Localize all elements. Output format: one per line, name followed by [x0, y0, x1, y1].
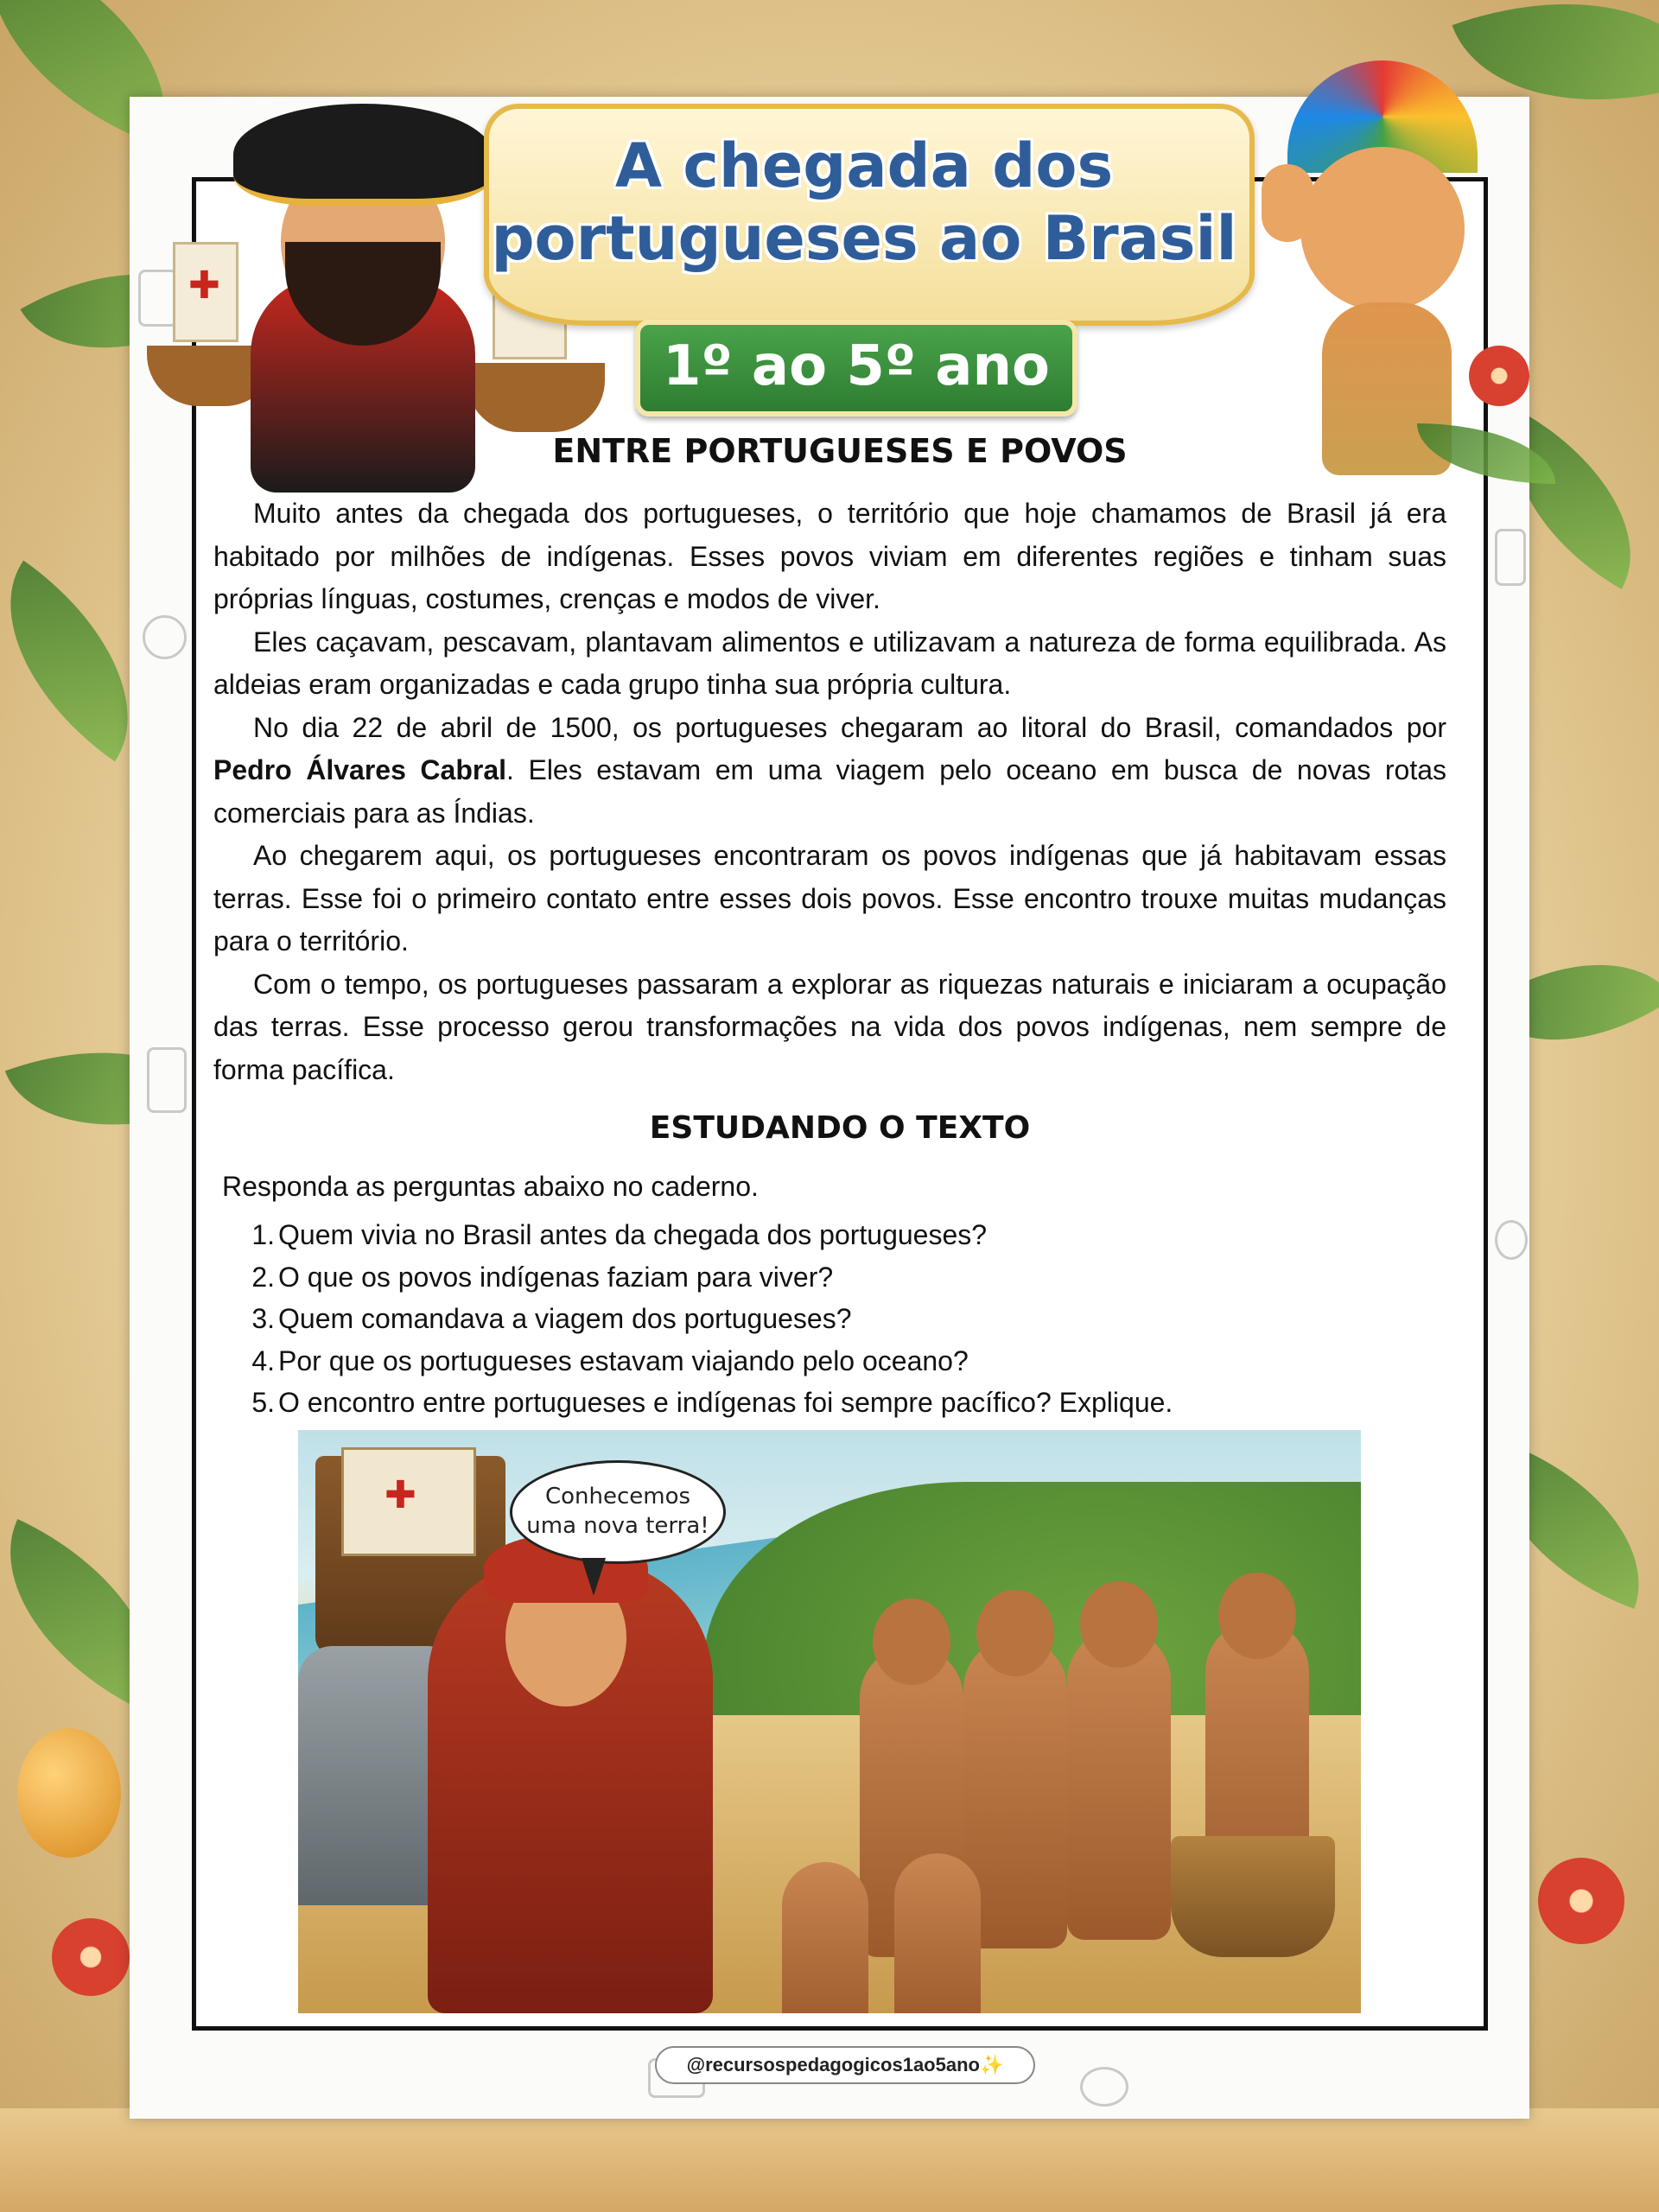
- question-number: 4.: [251, 1344, 275, 1376]
- paragraph: Eles caçavam, pescavam, plantavam alimentos e utilizavam a natureza de forma equilibrada. As aldeias eram organizadas e cada grupo tinha sua própria cultura.: [213, 626, 1446, 700]
- grade-badge: 1º ao 5º ano: [635, 320, 1077, 416]
- doodle-decoration: [1495, 1220, 1528, 1260]
- paragraph: Muito antes da chegada dos portugueses, o território que hoje chamamos de Brasil já era habitado por milhões de indígenas. Esses povos viviam em diferentes regiões e tinham suas próprias línguas, costumes, crenças e modos de viver.: [213, 498, 1446, 614]
- reading-text: [213, 493, 1446, 1091]
- indigenous-head: [1080, 1581, 1158, 1668]
- speech-text: Conhecemos: [544, 1484, 691, 1510]
- speech-bubble: [510, 1460, 726, 1564]
- social-handle: [655, 2046, 1035, 2084]
- question-number: 5.: [251, 1387, 275, 1418]
- encounter-illustration: [298, 1430, 1361, 2013]
- paragraph-text: . Eles estavam em uma viagem pelo oceano em busca de novas rotas comerciais para as Índias.: [213, 754, 1447, 829]
- question-text: O que os povos indígenas faziam para viver?: [278, 1261, 834, 1293]
- handle-text: @recursospedagogicos1ao5ano: [686, 2054, 980, 2075]
- page-title: A chegada dos portugueses ao Brasil: [491, 130, 1237, 274]
- sparkle-icon: ✨: [979, 2054, 1004, 2075]
- indigenous-child: [894, 1853, 981, 2013]
- question-item: [235, 1340, 1173, 1382]
- fruit-basket: [1171, 1836, 1335, 1957]
- speech-text: uma nova terra!: [526, 1513, 709, 1539]
- question-item: [235, 1256, 1173, 1299]
- hibiscus-flower-decoration: [1469, 346, 1529, 406]
- question-text: Quem vivia no Brasil antes da chegada dos portugueses?: [278, 1219, 988, 1250]
- question-text: Quem comandava a viagem dos portugueses?: [278, 1303, 852, 1334]
- doodle-decoration: [1495, 529, 1526, 586]
- indigenous-head: [976, 1590, 1054, 1676]
- cross-icon: ✚: [385, 1473, 416, 1517]
- question-item: [235, 1298, 1173, 1340]
- study-heading: ESTUDANDO O TEXTO: [649, 1110, 1031, 1146]
- pineapple-decoration: [17, 1728, 121, 1858]
- indigenous-person: [1067, 1629, 1171, 1940]
- doodle-decoration: [143, 615, 187, 659]
- sand-decoration: [0, 2108, 1659, 2212]
- paragraph: Com o tempo, os portugueses passaram a explorar as riquezas naturais e iniciaram a ocupação das terras. Esse processo gerou transformações na vida dos povos indígenas, nem sempre de forma pacífica.: [213, 968, 1446, 1085]
- doodle-decoration: [1080, 2067, 1128, 2107]
- question-item: [235, 1382, 1173, 1424]
- section-heading: ENTRE PORTUGUESES E POVOS: [552, 432, 1128, 470]
- paragraph: Ao chegarem aqui, os portugueses encontraram os povos indígenas que já habitavam essas terras. Esse foi o primeiro contato entre esses dois povos. Esse encontro trouxe muitas mudanças para o território.: [213, 840, 1446, 957]
- waving-hand: [1262, 164, 1313, 242]
- question-number: 1.: [251, 1219, 275, 1250]
- question-number: 2.: [251, 1261, 275, 1293]
- child-head: [1300, 147, 1465, 311]
- question-number: 3.: [251, 1303, 275, 1334]
- question-list: [235, 1214, 1173, 1424]
- commander-name: Pedro Álvares Cabral: [213, 754, 507, 785]
- question-text: O encontro entre portugueses e indígenas foi sempre pacífico? Explique.: [278, 1387, 1173, 1418]
- indigenous-head: [873, 1599, 950, 1685]
- navigator-hat: [233, 104, 493, 206]
- question-item: [235, 1214, 1173, 1256]
- question-text: Por que os portugueses estavam viajando pelo oceano?: [278, 1344, 969, 1376]
- paragraph-text: No dia 22 de abril de 1500, os portugueses chegaram ao litoral do Brasil, comandados por: [253, 711, 1446, 743]
- indigenous-child: [782, 1862, 868, 2013]
- study-prompt: Responda as perguntas abaixo no caderno.: [222, 1171, 759, 1202]
- flower-decoration: [52, 1918, 130, 1996]
- indigenous-head: [1218, 1573, 1296, 1659]
- ship-illustration: [467, 363, 605, 432]
- paragraph: [213, 707, 1446, 836]
- doodle-decoration: [147, 1047, 187, 1113]
- flower-decoration: [1538, 1858, 1624, 1944]
- cross-icon: ✚: [188, 264, 220, 308]
